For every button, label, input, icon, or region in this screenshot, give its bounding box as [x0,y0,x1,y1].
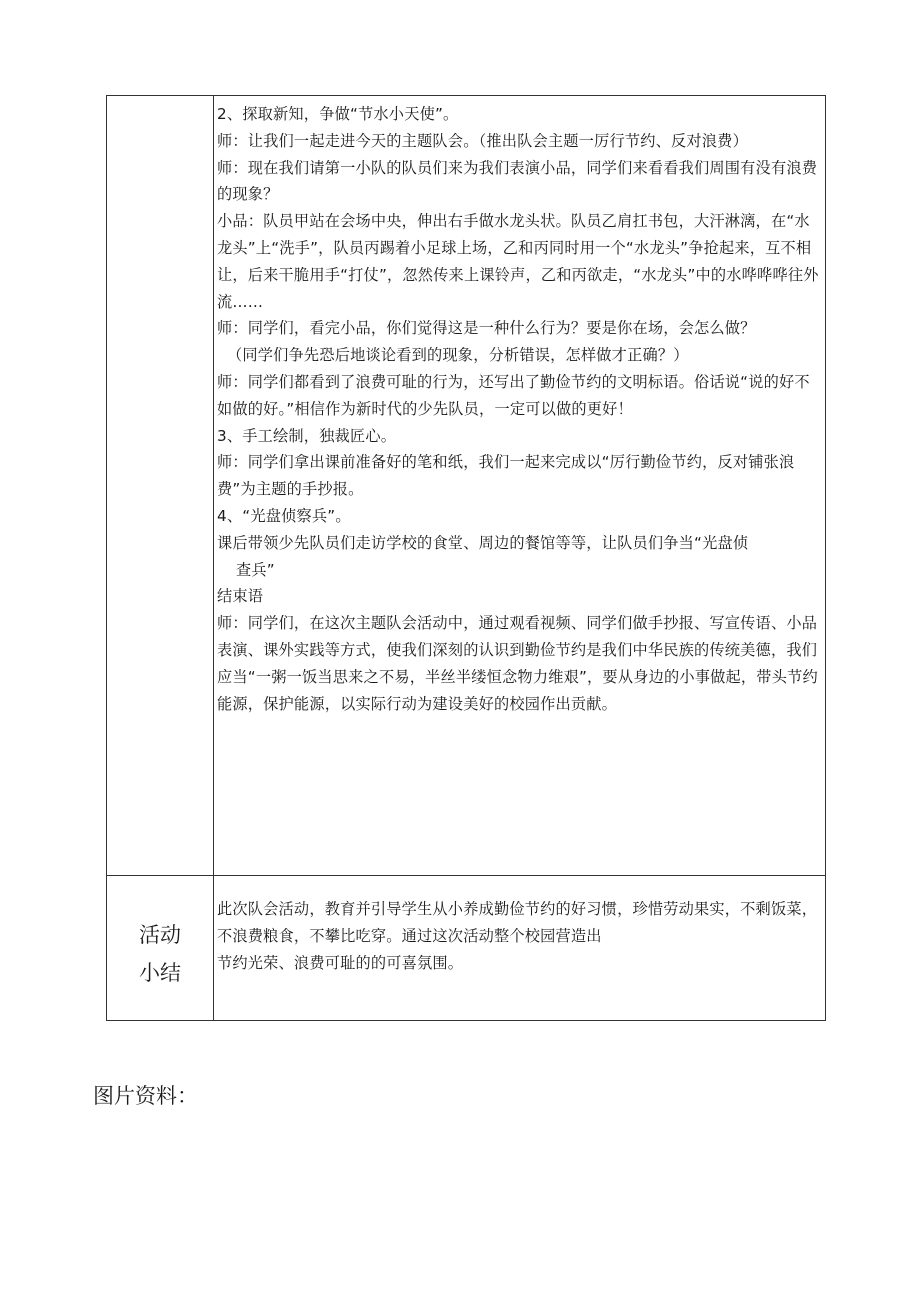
closing-heading: 结束语 [217,587,264,606]
skit-description: 小品：队员甲站在会场中央，伸出右手做水龙头状。队员乙肩扛书包，大汗淋漓，在“水龙头”上“洗手”，队员丙踢着小足球上场，乙和丙同时用一个“水龙头”争抢起来，互不相让，后来干脆用手“打仗”，忽然传来上课铃声，乙和丙欲走，“水龙头”中的水哗哗哗往外流…… [217,212,819,311]
closing-remarks: 师：同学们，在这次主题队会活动中，通过观看视频、同学们做手抄报、写宣传语、小品表演、课外实践等方式，使我们深刻的认识到勤俭节约是我们中华民族的传统美德，我们应当“一粥一饭当思来之不易，半丝半缕恒念物力维艰”，要从身边的小事做起，带头节约能源，保护能源，以实际行动为建设美好的校园作出贡献。 [217,614,818,713]
after-class-activity: 课后带领少先队员们走访学校的食堂、周边的餐馆等等，让队员们争当“光盘侦 [217,533,749,552]
teacher-line: 师：同学们拿出课前准备好的笔和纸，我们一起来完成以“厉行勤俭节约，反对铺张浪费”为主题的手抄报。 [217,453,795,499]
teacher-line: 师：同学们都看到了浪费可耻的行为，还写出了勤俭节约的文明标语。俗话说“说的好不如做的好。”相信作为新时代的少先队员，一定可以做的更好！ [217,372,810,418]
summary-content-cell [214,876,826,1021]
process-text [214,96,825,717]
summary-paragraph: 此次队会活动，教育并引导学生从小养成勤俭节约的好习惯，珍惜劳动果实，不剩饭菜，不浪费粮食，不攀比吃穿。通过这次活动整个校园营造出 [217,900,818,945]
after-class-activity-continued: 查兵” [236,560,275,579]
teacher-line: 师：同学们，看完小品，你们觉得这是一种什么行为？要是你在场，会怎么做？ [217,319,756,338]
teacher-line: 师：让我们一起走进今天的主题队会。（推出队会主题一厉行节约、反对浪费） [217,131,748,150]
row-label-cell-empty [107,96,214,876]
step-4-heading: 4、“光盘侦察兵”。 [217,506,351,525]
summary-label-line2: 小结 [139,961,181,985]
table-row-process [107,96,826,876]
process-content-cell [214,96,826,876]
table-row-summary [107,876,826,1021]
summary-label-line1: 活动 [139,923,181,947]
lesson-plan-sheet [106,95,823,1020]
student-discussion-note: （同学们争先恐后地谈论看到的现象，分析错误，怎样做才正确？） [227,346,689,365]
summary-label-cell [107,876,214,1021]
image-materials-caption: 图片资料： [93,1084,198,1108]
teacher-line: 师：现在我们请第一小队的队员们来为我们表演小品，同学们来看看我们周围有没有浪费的现象？ [217,158,818,204]
summary-label [107,876,213,992]
lesson-plan-table [106,95,826,1021]
summary-paragraph: 节约光荣、浪费可耻的的可喜氛围。 [217,953,464,972]
step-2-heading: 2、探取新知，争做“节水小天使”。 [217,105,459,123]
step-3-heading: 3、手工绘制，独裁匠心。 [217,426,397,445]
summary-text [214,876,825,976]
